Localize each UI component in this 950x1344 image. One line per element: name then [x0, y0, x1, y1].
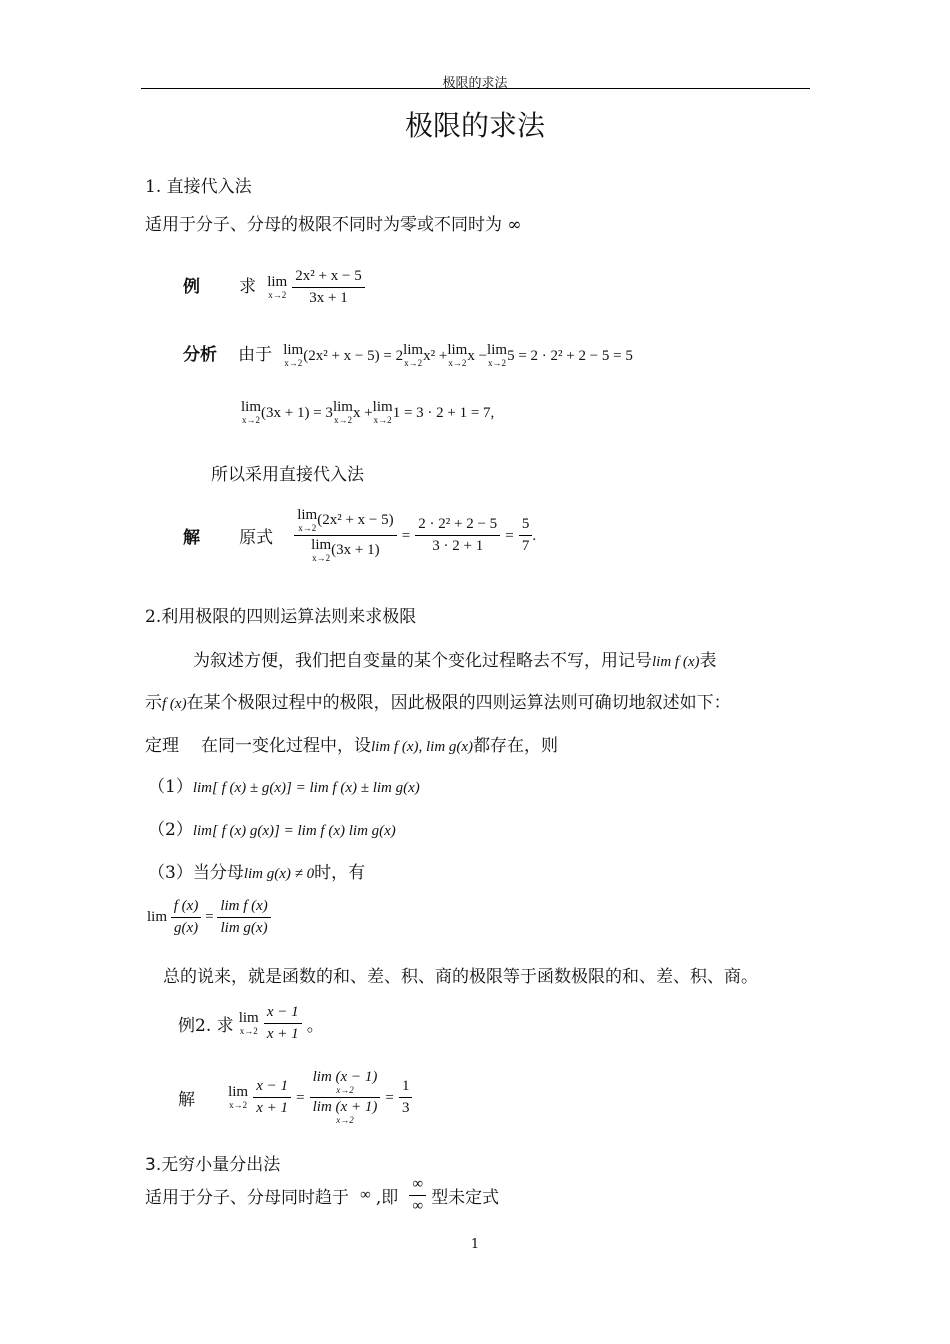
running-header: 极限的求法: [442, 76, 508, 91]
analysis-label: 分析: [183, 345, 217, 365]
rule-1: （1）lim[ f (x) ± g(x)] = lim f (x) ± lim g(x): [148, 777, 420, 797]
limit-operator: lim x→2: [332, 399, 353, 425]
limit-operator: lim x→2: [283, 342, 304, 368]
math-text: (3x + 1) = 3: [261, 405, 333, 421]
solution-1: 解 原式 lim x→2 (2x² + x − 5) lim x→2 (3x + 1) = $\frac{\text{2 · 2² + 2 − 5}}{3 \cdot 2 + 1}$ = $\frac{5}{7}$ .: [183, 507, 537, 563]
solution-2: 解 lim x→2 $\frac{x - 1}{x + 1}$ = lim (x − 1) x→2 lim (x + 1) x→2 = $\frac{1}{3}$: [178, 1070, 412, 1125]
analysis-line-1: [183, 340, 633, 368]
example-label: 例: [183, 277, 200, 297]
section-2-paragraph-2: 示f (x)在某个极限过程中的极限，因此极限的四则运算法则可确切地叙述如下：: [145, 693, 731, 713]
page-title: 极限的求法: [404, 109, 545, 142]
rule-2: （2）lim[ f (x) g(x)] = lim f (x) lim g(x): [148, 820, 396, 840]
math-text: (2x² + x − 5) = 2: [303, 348, 404, 364]
solution-2-label: 解: [178, 1090, 195, 1110]
section-3-description: 适用于分子、分母同时趋于 ∞ ,即 $\frac{\infty}{\infty}$ 型未定式: [145, 1176, 500, 1214]
math-text: x +: [352, 405, 373, 421]
theorem-label: 定理: [145, 736, 179, 756]
solution-mid-fraction: $\frac{\text{2 · 2² + 2 − 5}}{3 \cdot 2 + 1}$: [415, 516, 500, 555]
math-text: x² +: [423, 348, 448, 364]
section-1-description: 适用于分子、分母的极限不同时为零或不同时为 ∞: [145, 215, 522, 235]
limit-operator: lim x→2: [403, 342, 424, 368]
math-text: 5 = 2 · 2² + 2 − 5 = 5: [507, 348, 633, 364]
limit-operator: lim x→2: [447, 342, 468, 368]
analysis-conclusion: 所以采用直接代入法: [211, 465, 364, 485]
limit-operator: lim x→2: [372, 399, 393, 425]
solution-fraction: lim x→2 (2x² + x − 5) lim x→2 (3x + 1): [294, 508, 396, 563]
math-text: x −: [467, 348, 488, 364]
rule-3: （3）当分母lim g(x) ≠ 0时，有: [148, 863, 366, 883]
example-1: [183, 268, 365, 307]
section-1-heading: 1. 直接代入法: [145, 177, 252, 197]
analysis-verb: 由于: [238, 345, 273, 365]
limit-operator: lim x→2: [267, 274, 288, 300]
solution-verb: 原式: [239, 528, 274, 548]
example-fraction: $\frac{\text{2x² + x − 5}}{3x + 1}$: [292, 268, 364, 307]
quotient-rule: lim $\frac{f (x)}{g(x)}$ = $\frac{\text{lim f (x)}}{\text{lim g(x)}}$: [147, 898, 271, 937]
example-2: 例2. 求 lim x→2 $\frac{x - 1}{x + 1}$ 。: [178, 1004, 324, 1042]
limit-operator: lim x→2: [487, 342, 508, 368]
solution-label: 解: [183, 528, 200, 548]
analysis-line-2: [241, 400, 494, 425]
page-number: 1: [470, 1237, 480, 1252]
limit-operator: lim x→2: [241, 399, 262, 425]
section-2-heading: 2.利用极限的四则运算法则来求极限: [145, 607, 417, 627]
solution-result: $\frac{5}{7}$: [519, 516, 533, 555]
theorem: 定理 在同一变化过程中，设lim f (x), lim g(x)都存在，则: [145, 736, 559, 756]
example-verb: 求: [239, 277, 257, 297]
section-3-heading: 3.无穷小量分出法: [145, 1155, 281, 1175]
summary: 总的说来，就是函数的和、差、积、商的极限等于函数极限的和、差、积、商。: [163, 967, 758, 987]
header-rule: [141, 88, 810, 89]
section-2-paragraph-1: 为叙述方便，我们把自变量的某个变化过程略去不写，用记号lim f (x)表: [193, 651, 717, 671]
math-text: 1 = 3 · 2 + 1 = 7,: [392, 405, 495, 421]
